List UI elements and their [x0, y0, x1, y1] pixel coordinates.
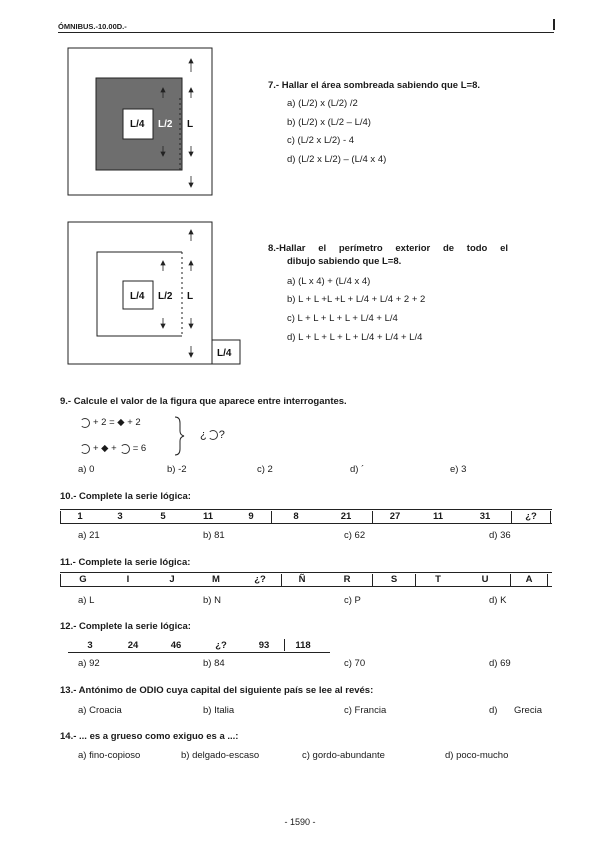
q9-option-d[interactable]: d) ´: [350, 464, 365, 475]
q9-question-close: ?: [218, 429, 225, 441]
q10-series-item: 1: [77, 511, 83, 522]
q9-option-e[interactable]: e) 3: [450, 464, 467, 475]
fig8-inner-label: L/4: [130, 291, 145, 302]
q14-option-d[interactable]: d) poco-mucho: [445, 750, 509, 761]
q12-option-b[interactable]: b) 84: [203, 658, 225, 669]
q11-series-item: T: [435, 574, 441, 585]
q12-series-item: 118: [295, 639, 311, 651]
q10-option-b[interactable]: b) 81: [203, 530, 225, 541]
q14-option-b[interactable]: b) delgado-escaso: [181, 750, 260, 761]
q9-option-b[interactable]: b) -2: [167, 464, 187, 475]
header-divider: [553, 19, 555, 30]
fig7-inner-label: L/4: [130, 119, 145, 130]
q11-title: 11.- Complete la serie lógica:: [60, 557, 191, 568]
q11-option-b[interactable]: b) N: [203, 595, 221, 606]
fig8-outer-label: L: [187, 291, 194, 302]
q7-option-d[interactable]: d) (L/2 x L/2) – (L/4 x 4): [287, 154, 387, 165]
q7-option-a[interactable]: a) (L/2) x (L/2) /2: [287, 98, 358, 109]
q11-series-item: A: [525, 574, 533, 585]
q10-option-d[interactable]: d) 36: [489, 530, 511, 541]
q12-series-item: ¿?: [215, 639, 227, 651]
q10-series-item: 3: [117, 511, 123, 522]
q13-title: 13.- Antónimo de ODIO cuya capital del siguiente país se lee al revés:: [60, 685, 374, 696]
q11-series-item: ¿?: [254, 574, 266, 585]
series-divider: [550, 511, 551, 523]
q11-series-item: S: [390, 574, 398, 585]
q10-series-item: 9: [248, 511, 254, 522]
q9-title: 9.- Calcule el valor de la figura que aparece entre interrogantes.: [60, 396, 347, 407]
q10-series-item: 21: [340, 511, 352, 522]
figure-8: [60, 218, 245, 366]
q10-series-item: 27: [389, 511, 401, 522]
q9-question-open: ¿: [200, 429, 207, 441]
q14-title: 14.- ... es a grueso como exiguo es a ...:: [60, 731, 239, 742]
q10-series-item: 8: [293, 511, 299, 522]
q11-series: [60, 572, 552, 587]
q9-option-a[interactable]: a) 0: [78, 464, 95, 475]
q7-option-c[interactable]: c) (L/2 x L/2) - 4: [287, 135, 355, 146]
q12-series: [68, 638, 330, 653]
q10-option-c[interactable]: c) 62: [344, 530, 366, 541]
q11-option-d[interactable]: d) K: [489, 595, 507, 606]
fig8-corner-label: L/4: [217, 348, 232, 359]
q10-series-item: 11: [202, 511, 214, 522]
fig7-mid-label: L/2: [158, 119, 173, 130]
circle-symbol-icon: [208, 430, 218, 440]
q9-equation-1: [80, 417, 141, 428]
q7-title: 7.- Hallar el área sombreada sabiendo que L=8.: [268, 80, 480, 91]
q12-option-a[interactable]: a) 92: [78, 658, 100, 669]
q8-title-line1: 8.-Hallar el perímetro exterior de todo el: [268, 243, 508, 254]
q9-eq1-text: + 2 = ◆ + 2: [93, 417, 141, 428]
q10-series-item: 11: [432, 511, 444, 522]
q11-series-item: Ñ: [298, 574, 306, 585]
q11-series-item: U: [481, 574, 489, 585]
q11-option-a[interactable]: a) L: [78, 595, 95, 606]
q11-series-item: J: [169, 574, 175, 585]
q10-series-item: 5: [160, 511, 166, 522]
q10-series-item: ¿?: [525, 511, 537, 522]
q10-series: [60, 509, 552, 524]
q8-option-a[interactable]: a) (L x 4) + (L/4 x 4): [287, 276, 371, 287]
q9-equation-2: [80, 443, 146, 454]
q12-series-item: 24: [127, 639, 139, 651]
q12-title: 12.- Complete la serie lógica:: [60, 621, 191, 632]
q12-option-d[interactable]: d) 69: [489, 658, 511, 669]
q9-question: [200, 429, 225, 441]
fig8-mid-label: L/2: [158, 291, 173, 302]
circle-symbol-icon: [120, 444, 130, 454]
q7-option-b[interactable]: b) (L/2) x (L/2 – L/4): [287, 117, 371, 128]
q9-eq2-text-a: + ◆ +: [93, 443, 117, 454]
q11-series-item: R: [343, 574, 351, 585]
circle-symbol-icon: [80, 444, 90, 454]
q13-option-d-text[interactable]: Grecia: [514, 705, 542, 716]
q13-option-b[interactable]: b) Italia: [203, 705, 235, 716]
q11-series-item: G: [79, 574, 87, 585]
fig7-outer-label: L: [187, 119, 194, 130]
q12-series-item: 3: [87, 639, 93, 651]
page-number: - 1590 -: [284, 817, 316, 827]
q10-title: 10.- Complete la serie lógica:: [60, 491, 191, 502]
series-divider: [547, 574, 548, 586]
q13-option-d[interactable]: d): [489, 705, 498, 716]
q10-option-a[interactable]: a) 21: [78, 530, 100, 541]
q12-series-item: 46: [170, 639, 182, 651]
q9-option-c[interactable]: c) 2: [257, 464, 273, 475]
q11-series-item: M: [212, 574, 220, 585]
circle-symbol-icon: [80, 418, 90, 428]
q10-series-item: 31: [479, 511, 491, 522]
q11-series-item: I: [126, 574, 130, 585]
page-header: ÓMNIBUS.-10.00D.-: [58, 22, 554, 33]
q11-option-c[interactable]: c) P: [344, 595, 361, 606]
q12-series-item: 93: [258, 639, 270, 651]
figure-7: [60, 46, 220, 198]
curly-brace-icon: [172, 415, 186, 457]
q14-option-c[interactable]: c) gordo-abundante: [302, 750, 385, 761]
q8-option-b[interactable]: b) L + L +L +L + L/4 + L/4 + 2 + 2: [287, 294, 426, 305]
q14-option-a[interactable]: a) fino-copioso: [78, 750, 141, 761]
q8-title-line2: dibujo sabiendo que L=8.: [287, 256, 402, 267]
q8-option-d[interactable]: d) L + L + L + L + L/4 + L/4 + L/4: [287, 332, 423, 343]
q12-option-c[interactable]: c) 70: [344, 658, 366, 669]
q9-eq2-text-b: = 6: [132, 443, 147, 454]
q13-option-a[interactable]: a) Croacia: [78, 705, 122, 716]
q13-option-c[interactable]: c) Francia: [344, 705, 387, 716]
q8-option-c[interactable]: c) L + L + L + L + L/4 + L/4: [287, 313, 398, 324]
